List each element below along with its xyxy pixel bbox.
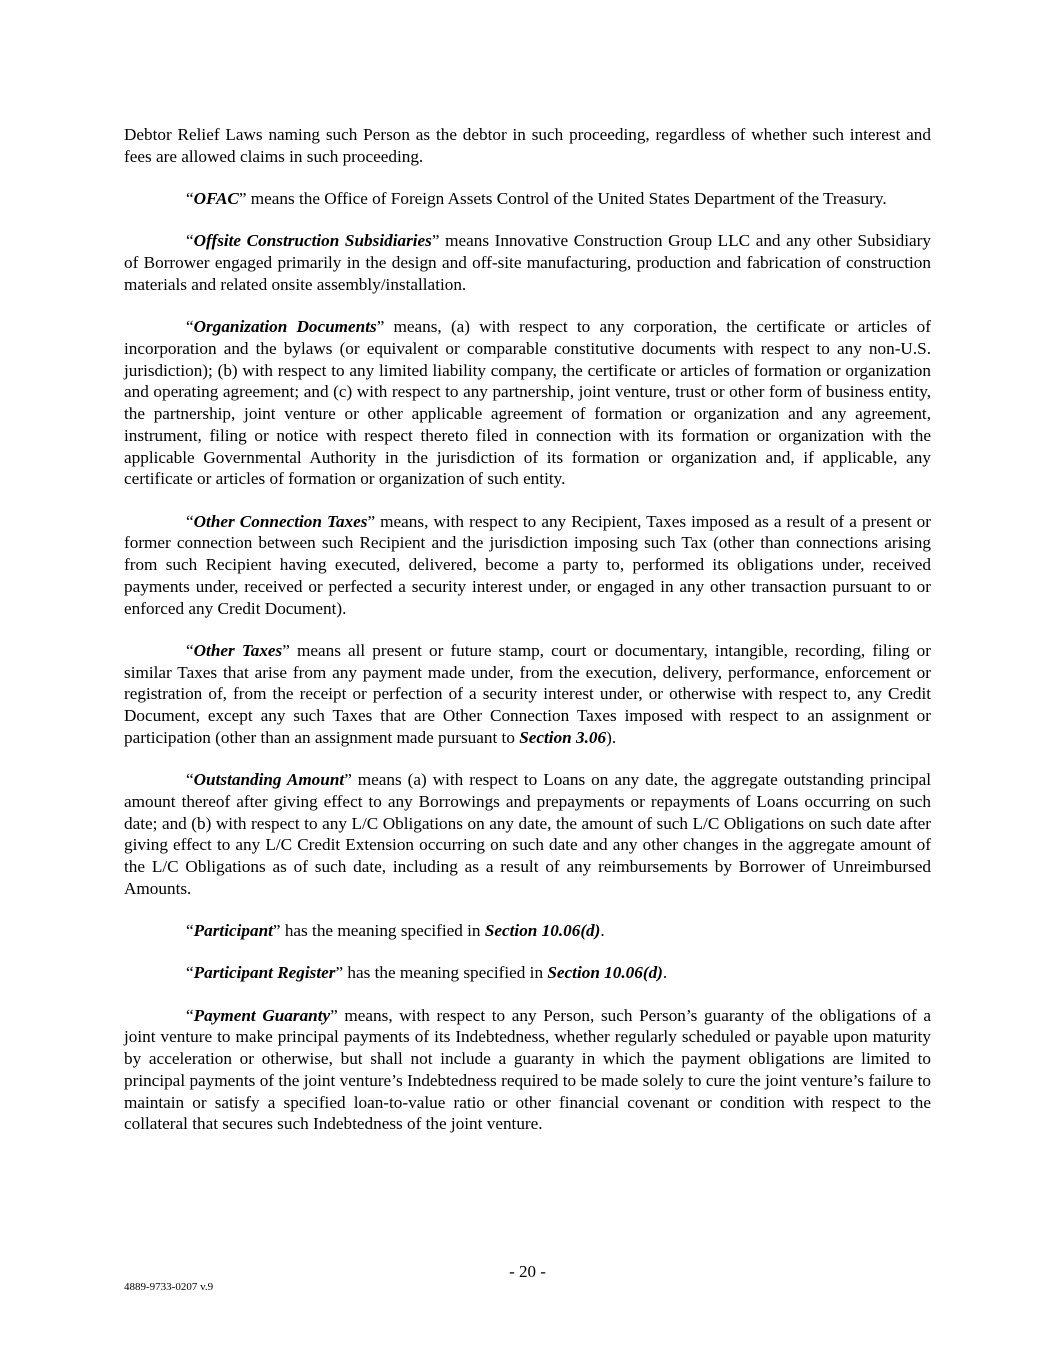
paragraph-text: ” means the Office of Foreign Assets Control of the United States Department of the Treasury. — [238, 189, 887, 208]
definition-paragraph — [124, 511, 931, 620]
defined-term: Outstanding Amount — [193, 770, 345, 789]
continued-paragraph — [124, 124, 931, 168]
defined-term: OFAC — [193, 189, 239, 208]
defined-term: Section 3.06 — [519, 727, 607, 747]
definition-paragraph — [124, 230, 931, 295]
defined-term: Other Connection Taxes — [193, 511, 368, 531]
defined-term: Participant Register — [193, 963, 336, 983]
paragraph-text: “ — [186, 1005, 194, 1025]
paragraph-text: “ — [186, 921, 194, 940]
paragraph-text: ” means, with respect to any Person, such Person’s guaranty of the obligations of a joint venture to make principal payments of its Indebtedness, whether regularly scheduled or payable upon maturity by acceleration or otherwise, but shall not include a guaranty in which the payment obligations are limited to principal payments of the joint venture’s Indebtedness required to be made solely to cure the joint venture’s failure to maintain or satisfy a specified loan-to-value ratio or other financial covenant or condition with respect to the collateral that secures such Indebtedness of the joint venture. — [124, 1005, 931, 1134]
defined-term: Offsite Construction Subsidiaries — [193, 231, 432, 251]
paragraph-text: ” means, with respect to any Recipient, Taxes imposed as a result of a present or former connection between such Recipient and the jurisdiction imposing such Tax (other than connections arising from such Recipient having executed, delivered, become a party to, performed its obligations under, received payments under, received or perfected a security interest under, or engaged in any other transaction pursuant to or enforced any Credit Document). — [124, 511, 932, 618]
paragraph-text: “ — [186, 640, 194, 660]
definition-paragraph — [124, 188, 931, 210]
defined-term: Section 10.06(d) — [484, 921, 601, 940]
paragraph-text: . — [662, 963, 668, 983]
paragraph-text: . — [600, 921, 605, 940]
defined-term: Participant — [193, 921, 273, 940]
paragraph-text: “ — [186, 770, 194, 789]
document-id: 4889-9733-0207 v.9 — [124, 1281, 214, 1293]
paragraph-text: “ — [186, 511, 194, 531]
paragraph-text: ” means (a) with respect to Loans on any date, the aggregate outstanding principal amount thereof after giving effect to any Borrowings and prepayments or repayments of Loans occurring on such date; and (b) with respect to any L/C Obligations on any date, the amount of such L/C Obligations on such date after giving effect to any L/C Credit Extension occurring on such date and any other changes in the aggregate amount of the L/C Obligations as of such date, including as a result of any reimbursements by Borrower of Unreimbursed Amounts. — [124, 770, 931, 898]
paragraph-text: ” has the meaning specified in — [335, 963, 548, 983]
definition-paragraph — [124, 1005, 931, 1136]
paragraph-text: Debtor Relief Laws naming such Person as the debtor in such proceeding, regardless of whether such interest and fees are allowed claims in such proceeding. — [124, 125, 931, 166]
defined-term: Organization Documents — [193, 317, 377, 336]
defined-term: Section 10.06(d) — [547, 963, 663, 983]
page-number: - 20 - — [509, 1262, 546, 1281]
paragraph-text: ). — [606, 727, 617, 747]
paragraph-text: ” has the meaning specified in — [272, 921, 485, 940]
paragraph-text: “ — [186, 231, 194, 251]
paragraph-text: ” means all present or future stamp, court or documentary, intangible, recording, filing or similar Taxes that arise from any payment made under, from the execution, delivery, performance, enforcement or registration of, from the receipt or perfection of a security interest under, or otherwise with respect to, any Credit Document, except any such Taxes that are Other Connection Taxes imposed with respect to an assignment or participation (other than an assignment made pursuant to — [124, 640, 931, 747]
definition-paragraph — [124, 769, 931, 900]
paragraph-text: “ — [186, 189, 194, 208]
paragraph-text: “ — [186, 963, 194, 983]
defined-term: Payment Guaranty — [193, 1005, 331, 1025]
paragraph-text: “ — [186, 317, 194, 336]
paragraph-text: ” means Innovative Construction Group LLC and any other Subsidiary of Borrower engaged primarily in the design and off-site manufacturing, production and fabrication of construction materials and related onsite assembly/installation. — [124, 231, 931, 294]
definition-paragraph — [124, 316, 931, 490]
document-body — [124, 124, 931, 1156]
definition-paragraph — [124, 962, 931, 984]
definition-paragraph — [124, 920, 931, 942]
definition-paragraph — [124, 640, 931, 749]
paragraph-text: ” means, (a) with respect to any corporation, the certificate or articles of incorporation and the bylaws (or equivalent or comparable constitutive documents with respect to any non-U.S. jurisdiction); (b) with respect to any limited liability company, the certificate or articles of formation or organization and operating agreement; and (c) with respect to any partnership, joint venture, trust or other form of business entity, the partnership, joint venture or other applicable agreement of formation or organization and any agreement, instrument, filing or notice with respect thereto filed in connection with its formation or organization with the applicable Governmental Authority in the jurisdiction of its formation or organization and, if applicable, any certificate or articles of formation or organization of such entity. — [124, 317, 931, 489]
defined-term: Other Taxes — [193, 640, 283, 660]
